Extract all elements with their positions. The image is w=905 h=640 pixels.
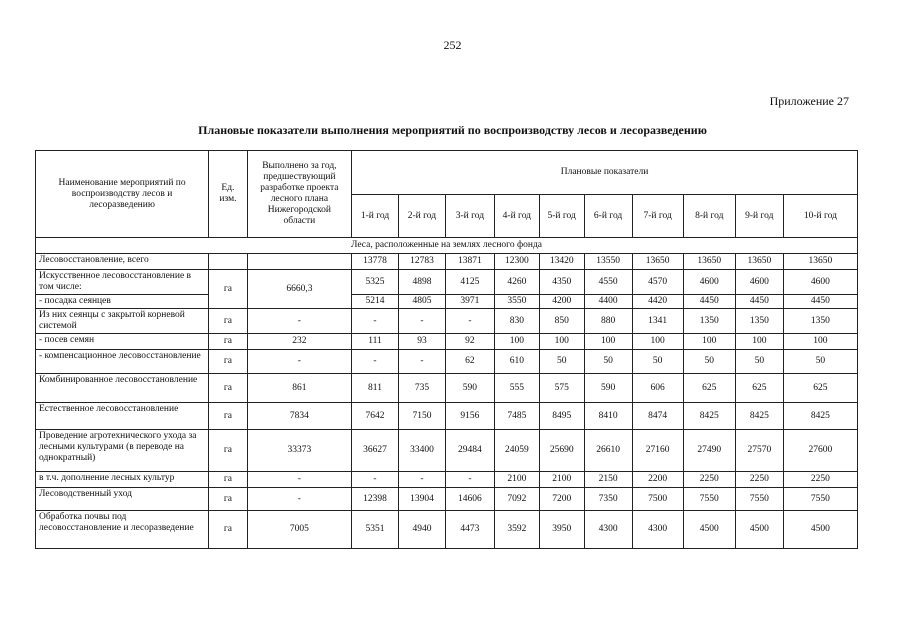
row-value: 50 xyxy=(683,350,735,374)
row-value: 13650 xyxy=(783,254,857,270)
row-value: 24059 xyxy=(494,430,539,472)
header-unit: Ед. изм. xyxy=(209,151,248,238)
year-9: 9-й год xyxy=(735,195,783,238)
table-row xyxy=(36,430,858,472)
row-value: 2250 xyxy=(683,472,735,488)
row-value: - xyxy=(352,350,399,374)
row-value: 13778 xyxy=(352,254,399,270)
row-value: 610 xyxy=(494,350,539,374)
row-value: 4260 xyxy=(494,270,539,295)
row-value: 4600 xyxy=(735,270,783,295)
row-name: Обработка почвы под лесовосстановление и лесоразведение xyxy=(36,511,209,549)
table-row xyxy=(36,254,858,270)
row-value: 2250 xyxy=(735,472,783,488)
row-value: 50 xyxy=(783,350,857,374)
row-value: 5351 xyxy=(352,511,399,549)
row-done: 6660,3 xyxy=(247,270,351,309)
row-value: - xyxy=(398,309,445,334)
header-done: Выполнено за год, предшествующий разработке проекта лесного плана Нижегородской области xyxy=(247,151,351,238)
row-value: 13550 xyxy=(584,254,632,270)
row-value: 3950 xyxy=(539,511,584,549)
row-name: Комбинированное лесовосстановление xyxy=(36,374,209,403)
row-value: 9156 xyxy=(445,403,494,430)
row-value: 830 xyxy=(494,309,539,334)
row-value: 100 xyxy=(783,334,857,350)
row-value: 13904 xyxy=(398,488,445,511)
table-row xyxy=(36,295,858,309)
row-value: 13871 xyxy=(445,254,494,270)
year-3: 3-й год xyxy=(445,195,494,238)
row-name: Лесовосстановление, всего xyxy=(36,254,209,270)
row-value: 811 xyxy=(352,374,399,403)
row-value: 4125 xyxy=(445,270,494,295)
row-done: 861 xyxy=(247,374,351,403)
row-value: 100 xyxy=(539,334,584,350)
row-value: 14606 xyxy=(445,488,494,511)
row-value: 590 xyxy=(584,374,632,403)
row-value: 4805 xyxy=(398,295,445,309)
header-planned: Плановые показатели xyxy=(352,151,858,195)
row-value: - xyxy=(445,472,494,488)
row-value: 3592 xyxy=(494,511,539,549)
row-value: 7642 xyxy=(352,403,399,430)
row-value: 2200 xyxy=(632,472,683,488)
row-value: 92 xyxy=(445,334,494,350)
year-4: 4-й год xyxy=(494,195,539,238)
row-name: Искусственное лесовосстановление в том числе: xyxy=(36,270,209,295)
row-value: 735 xyxy=(398,374,445,403)
row-value: 12398 xyxy=(352,488,399,511)
row-value: 555 xyxy=(494,374,539,403)
row-value: 4500 xyxy=(735,511,783,549)
header-row xyxy=(36,151,858,195)
table-row xyxy=(36,374,858,403)
row-value: 4450 xyxy=(683,295,735,309)
header-name: Наименование мероприятий по воспроизводству лесов и лесоразведению xyxy=(36,151,209,238)
row-unit: га xyxy=(209,488,248,511)
row-value: 3550 xyxy=(494,295,539,309)
table-row xyxy=(36,270,858,295)
row-value: 1350 xyxy=(735,309,783,334)
row-value: 100 xyxy=(632,334,683,350)
row-value: 4600 xyxy=(783,270,857,295)
row-value: 625 xyxy=(735,374,783,403)
row-value: 5325 xyxy=(352,270,399,295)
row-done: - xyxy=(247,350,351,374)
row-value: 100 xyxy=(683,334,735,350)
year-5: 5-й год xyxy=(539,195,584,238)
row-value: 7150 xyxy=(398,403,445,430)
row-value: 13650 xyxy=(735,254,783,270)
row-value: - xyxy=(398,350,445,374)
row-value: 93 xyxy=(398,334,445,350)
table-row xyxy=(36,511,858,549)
row-value: 4450 xyxy=(783,295,857,309)
table-row xyxy=(36,472,858,488)
row-value: 100 xyxy=(494,334,539,350)
row-done: 7834 xyxy=(247,403,351,430)
row-value: 29484 xyxy=(445,430,494,472)
row-value: 4450 xyxy=(735,295,783,309)
row-value: 50 xyxy=(584,350,632,374)
row-value: 8425 xyxy=(783,403,857,430)
year-10: 10-й год xyxy=(783,195,857,238)
year-6: 6-й год xyxy=(584,195,632,238)
row-value: 8495 xyxy=(539,403,584,430)
row-value: 4600 xyxy=(683,270,735,295)
row-done: - xyxy=(247,472,351,488)
row-value: 625 xyxy=(783,374,857,403)
row-value: 25690 xyxy=(539,430,584,472)
row-value: 8474 xyxy=(632,403,683,430)
row-value: 36627 xyxy=(352,430,399,472)
document-title: Плановые показатели выполнения мероприятий по воспроизводству лесов и лесоразведению xyxy=(198,123,707,137)
row-value: 33400 xyxy=(398,430,445,472)
row-value: 7550 xyxy=(783,488,857,511)
row-value: 13650 xyxy=(632,254,683,270)
row-value: - xyxy=(445,309,494,334)
row-unit: га xyxy=(209,374,248,403)
row-value: 27600 xyxy=(783,430,857,472)
row-value: 13650 xyxy=(683,254,735,270)
table-row xyxy=(36,334,858,350)
row-done: - xyxy=(247,309,351,334)
row-value: 590 xyxy=(445,374,494,403)
plan-table xyxy=(35,150,858,549)
row-value: 7485 xyxy=(494,403,539,430)
year-2: 2-й год xyxy=(398,195,445,238)
appendix-label: Приложение 27 xyxy=(769,94,849,108)
row-value: 1350 xyxy=(783,309,857,334)
row-value: 2250 xyxy=(783,472,857,488)
row-value: 2100 xyxy=(494,472,539,488)
row-value: 12783 xyxy=(398,254,445,270)
row-unit: га xyxy=(209,350,248,374)
year-1: 1-й год xyxy=(352,195,399,238)
row-value: 111 xyxy=(352,334,399,350)
row-value: 7550 xyxy=(683,488,735,511)
row-value: 100 xyxy=(584,334,632,350)
row-value: 4400 xyxy=(584,295,632,309)
year-8: 8-й год xyxy=(683,195,735,238)
row-unit: га xyxy=(209,430,248,472)
row-value: 4473 xyxy=(445,511,494,549)
row-value: 62 xyxy=(445,350,494,374)
row-name: Проведение агротехнического ухода за лесными культурами (в переводе на однократный) xyxy=(36,430,209,472)
row-value: 4898 xyxy=(398,270,445,295)
row-value: 3971 xyxy=(445,295,494,309)
row-value: 26610 xyxy=(584,430,632,472)
row-value: 27570 xyxy=(735,430,783,472)
row-value: 1350 xyxy=(683,309,735,334)
row-value: 4420 xyxy=(632,295,683,309)
row-unit: га xyxy=(209,472,248,488)
row-done: 7005 xyxy=(247,511,351,549)
row-value: 4500 xyxy=(683,511,735,549)
row-unit: га xyxy=(209,309,248,334)
row-value: 4350 xyxy=(539,270,584,295)
row-unit xyxy=(209,254,248,270)
row-value: 4940 xyxy=(398,511,445,549)
row-value: 4500 xyxy=(783,511,857,549)
section-row xyxy=(36,238,858,254)
year-7: 7-й год xyxy=(632,195,683,238)
row-unit: га xyxy=(209,511,248,549)
row-name: - посев семян xyxy=(36,334,209,350)
row-value: 13420 xyxy=(539,254,584,270)
page-number: 252 xyxy=(443,38,462,52)
row-value: 4570 xyxy=(632,270,683,295)
row-name: Лесоводственный уход xyxy=(36,488,209,511)
row-value: 100 xyxy=(735,334,783,350)
row-name: - компенсационное лесовосстановление xyxy=(36,350,209,374)
row-done: - xyxy=(247,488,351,511)
row-name: - посадка сеянцев xyxy=(36,295,209,309)
row-value: 4300 xyxy=(632,511,683,549)
row-value: - xyxy=(352,472,399,488)
row-value: 606 xyxy=(632,374,683,403)
row-value: 50 xyxy=(735,350,783,374)
row-value: 4550 xyxy=(584,270,632,295)
row-value: 2150 xyxy=(584,472,632,488)
row-value: 8410 xyxy=(584,403,632,430)
table-row xyxy=(36,488,858,511)
row-value: 7200 xyxy=(539,488,584,511)
row-value: 1341 xyxy=(632,309,683,334)
row-value: 2100 xyxy=(539,472,584,488)
row-value: 50 xyxy=(632,350,683,374)
row-value: 8425 xyxy=(735,403,783,430)
row-value: 7550 xyxy=(735,488,783,511)
row-value: 50 xyxy=(539,350,584,374)
row-value: 7350 xyxy=(584,488,632,511)
row-value: 12300 xyxy=(494,254,539,270)
row-name: в т.ч. дополнение лесных культур xyxy=(36,472,209,488)
row-value: 625 xyxy=(683,374,735,403)
row-value: - xyxy=(398,472,445,488)
section-title: Леса, расположенные на землях лесного фонда xyxy=(36,238,858,254)
row-value: 5214 xyxy=(352,295,399,309)
row-value: 850 xyxy=(539,309,584,334)
row-value: 880 xyxy=(584,309,632,334)
row-value: 7500 xyxy=(632,488,683,511)
table-row xyxy=(36,403,858,430)
row-value: 27160 xyxy=(632,430,683,472)
row-name: Естественное лесовосстановление xyxy=(36,403,209,430)
row-unit: га xyxy=(209,334,248,350)
row-value: 4200 xyxy=(539,295,584,309)
table-row xyxy=(36,350,858,374)
row-value: 7092 xyxy=(494,488,539,511)
table-row xyxy=(36,309,858,334)
row-done xyxy=(247,254,351,270)
row-value: 8425 xyxy=(683,403,735,430)
row-value: 575 xyxy=(539,374,584,403)
row-value: 4300 xyxy=(584,511,632,549)
row-done: 232 xyxy=(247,334,351,350)
row-value: 27490 xyxy=(683,430,735,472)
row-done: 33373 xyxy=(247,430,351,472)
row-unit: га xyxy=(209,403,248,430)
row-value: - xyxy=(352,309,399,334)
row-unit: га xyxy=(209,270,248,309)
row-name: Из них сеянцы с закрытой корневой системой xyxy=(36,309,209,334)
